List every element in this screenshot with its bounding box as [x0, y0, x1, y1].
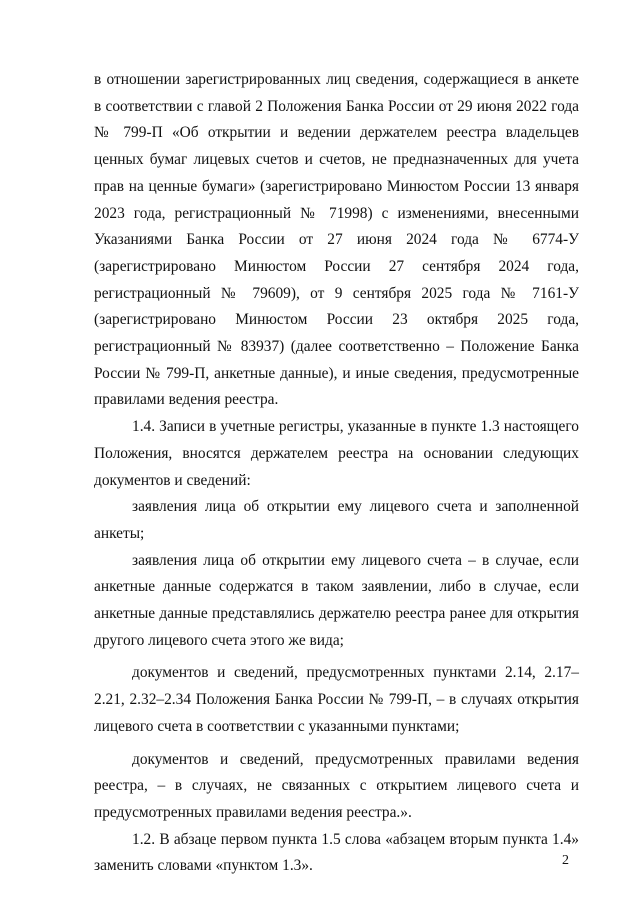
list-item-documents-799p: документов и сведений, предусмотренных пунктами 2.14, 2.17–2.21, 2.32–2.34 Положения Банка России № 799-П, – в случаях открытия лицевого счета в соответствии с указанными пунктами; — [94, 664, 579, 735]
list-item-application-only: заявления лица об открытии ему лицевого счета – в случае, если анкетные данные содержатся в таком заявлении, либо в случае, если анкетные данные представлялись держателю реестра ранее для открытия другого лицевого счета этого же вида; — [94, 551, 579, 649]
paragraph-1-2: 1.2. В абзаце первом пункта 1.5 слова «абзацем вторым пункта 1.4» заменить словами «пунктом 1.3». — [94, 830, 579, 875]
paragraph-continuation: в отношении зарегистрированных лиц сведения, содержащиеся в анкете в соответствии с главой 2 Положения Банка России от 29 июня 2022 года № 799-П «Об открытии и ведении держателем реестра владельцев ценных бумаг лицевых счетов и счетов, не предназначенных для учета прав на ценные бумаги» (зарегистрировано Минюстом России 13 января 2023 года, регистрационный № 71998) с изменениями, внесенными Указаниями Банка России от 27 июня 2024 года № 6774-У (зарегистрировано Минюстом России 27 сентября 2024 года, регистрационный № 79609), от 9 сентября 2025 года № 7161-У (зарегистрировано Минюстом России 23 октября 2025 года, регистрационный № 83937) (далее соответственно – Положение Банка России № 799-П, анкетные данные), и иные сведения, предусмотренные правилами ведения реестра. — [94, 71, 579, 409]
paragraph-1-4: 1.4. Записи в учетные регистры, указанные в пункте 1.3 настоящего Положения, вносятся держателем реестра на основании следующих документов и сведений: — [94, 418, 579, 489]
page-number: 2 — [562, 853, 569, 868]
list-item-application-and-form: заявления лица об открытии ему лицевого счета и заполненной анкеты; — [94, 498, 579, 542]
document-body — [94, 67, 579, 880]
list-item-documents-registry-rules: документов и сведений, предусмотренных правилами ведения реестра, – в случаях, не связанных с открытием лицевого счета и предусмотренных правилами ведения реестра.». — [94, 750, 579, 821]
